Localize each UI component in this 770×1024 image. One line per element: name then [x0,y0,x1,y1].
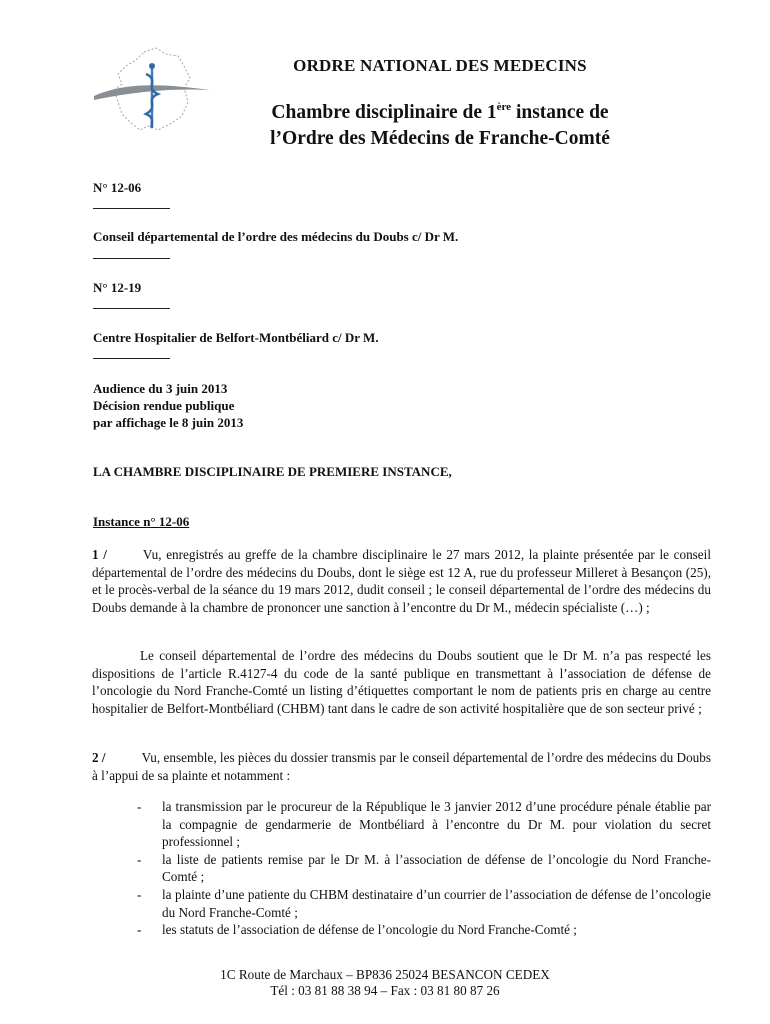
list-dash: - [137,886,142,902]
org-title: ORDRE NATIONAL DES MEDECINS [293,56,587,75]
list-dash: - [137,922,142,938]
footer-address: 1C Route de Marchaux – BP836 25024 BESANCON CEDEX [220,967,550,982]
list-dash: - [137,799,142,814]
case-party-2: Centre Hospitalier de Belfort-Montbéliard c/ Dr M. [93,330,379,345]
case-number-2: N° 12-19 [93,280,142,295]
list-item-text: la transmission par le procureur de la République le 3 janvier 2012 d’une procédure pénale établie par la compagnie de gendarmerie de Montbéliard à l’encontre du Dr M. pour violation du secret professionnel ; [162,799,711,850]
separator-rule [93,358,170,359]
evidence-list [92,798,711,939]
list-item [92,921,711,939]
ordre-medecins-logo [92,44,212,136]
paragraph-3-text: Vu, ensemble, les pièces du dossier transmis par le conseil départemental de l’ordre des médecins du Doubs à l’appui de sa plainte et notamment : [92,750,711,783]
chamber-heading: LA CHAMBRE DISCIPLINAIRE DE PREMIERE INSTANCE, [93,464,452,479]
paragraph-3-number: 2 / [92,750,106,765]
posting-date: par affichage le 8 juin 2013 [93,415,244,430]
list-item-text: la plainte d’une patiente du CHBM destinataire d’un courrier de l’association de défense de l’oncologie du Nord Franche-Comté ; [162,886,711,920]
chamber-title-sup: ère [496,101,512,113]
hearing-date: Audience du 3 juin 2013 [93,381,228,396]
chamber-title [218,100,662,152]
hearing-block [93,380,243,431]
paragraph-1 [92,546,711,616]
decision-public: Décision rendue publique [93,398,235,413]
separator-rule [93,308,170,309]
case-number-1: N° 12-06 [93,180,142,195]
list-item [92,798,711,851]
instance-heading [93,514,189,530]
list-item [92,886,711,921]
footer-phone: Tél : 03 81 88 38 94 – Fax : 03 81 80 87 26 [270,983,500,998]
paragraph-2-text: Le conseil départemental de l’ordre des médecins du Doubs soutient que le Dr M. n’a pas respecté les dispositions de l’article R.4127-4 du code de la santé publique en transmettant à l’association de défense de l’oncologie du Nord Franche-Comté un listing d’étiquettes comportant le nom de patients pris en charge au centre hospitalier de Belfort-Montbéliard (CHBM) tant dans le cadre de son activité hospitalière que de son secteur privé ; [92,648,711,716]
paragraph-1-number: 1 / [92,547,107,562]
list-item-text: les statuts de l’association de défense de l’oncologie du Nord Franche-Comté ; [162,922,577,938]
list-item-text: la liste de patients remise par le Dr M. à l’association de défense de l’oncologie du Nord Franche-Comté ; [162,851,711,885]
chamber-title-suffix: instance de [511,102,609,123]
list-dash: - [137,851,142,867]
paragraph-2 [92,647,711,717]
case-party-1: Conseil départemental de l’ordre des médecins du Doubs c/ Dr M. [93,229,459,244]
separator-rule [93,258,170,259]
separator-rule [93,208,170,209]
chamber-title-line2: l’Ordre des Médecins de Franche-Comté [270,128,610,149]
chamber-title-prefix: Chambre disciplinaire de 1 [271,102,497,123]
paragraph-3 [92,749,711,784]
list-item [92,851,711,886]
paragraph-1-text: Vu, enregistrés au greffe de la chambre disciplinaire le 27 mars 2012, la plainte présentée par le conseil départemental de l’ordre des médecins du Doubs, dont le siège est 12 A, rue du professeur Milleret à Besançon (25), et le procès-verbal de la séance du 19 mars 2012, dudit conseil ; le conseil départemental de l’ordre des médecins du Doubs demande à la chambre de prononcer une sanction à l’encontre du Dr M., médecin spécialiste (…) ; [92,547,711,615]
page-footer [0,967,770,999]
instance-heading-text: Instance n° 12-06 [93,514,190,529]
